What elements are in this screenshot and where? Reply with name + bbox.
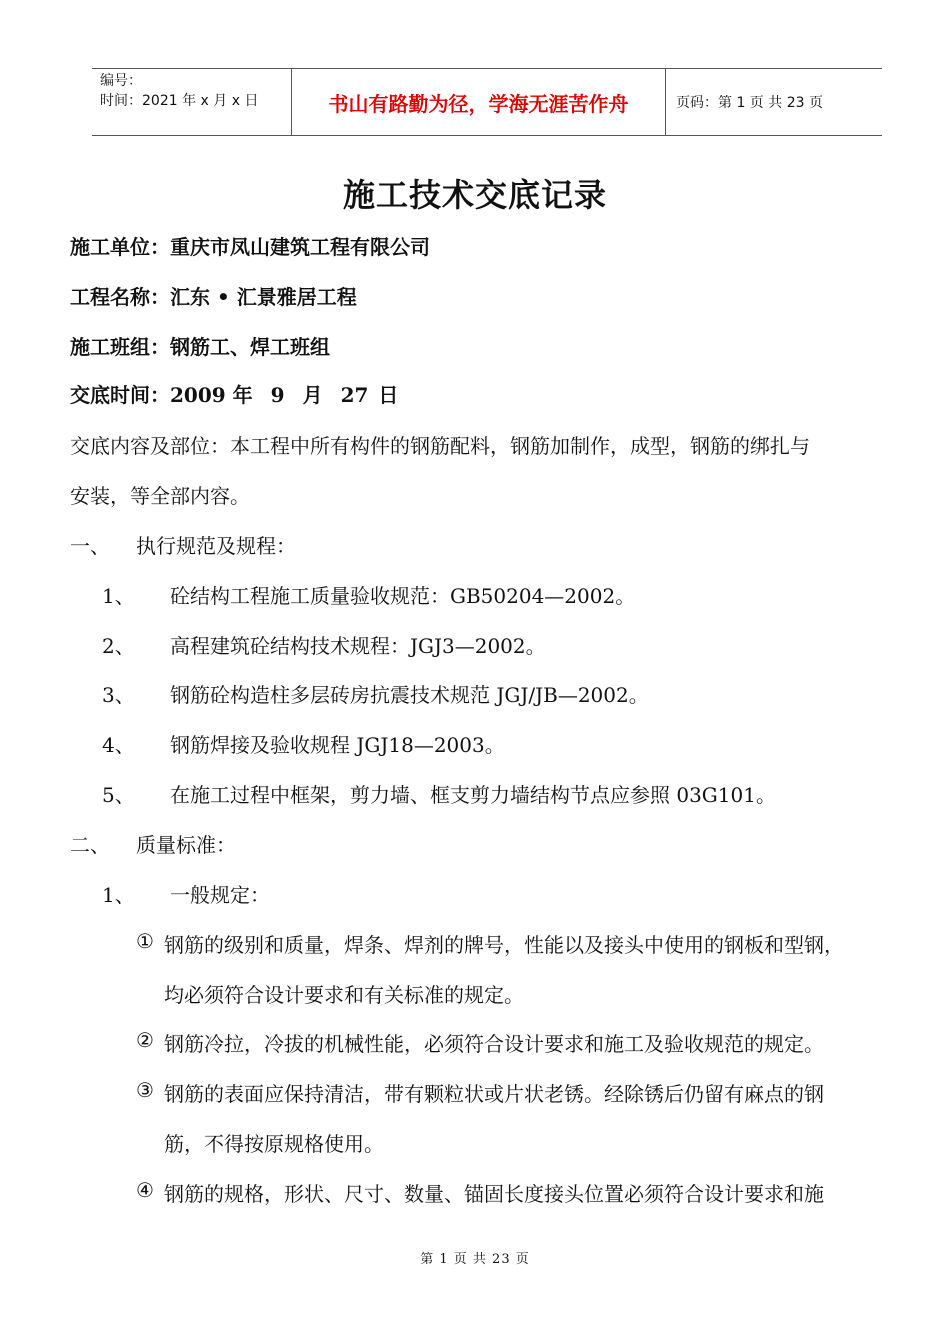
section-1-item-text: 砼结构工程施工质量验收规范：GB50204—2002。 (170, 584, 636, 608)
rule-marker: ③ (136, 1078, 154, 1102)
section-1-item-text: 高程建筑砼结构技术规程：JGJ3—2002。 (170, 634, 546, 658)
section-1-title: 执行规范及规程： (136, 534, 296, 558)
header-page-cell (666, 69, 882, 135)
rule-text: 钢筋的级别和质量，焊条、焊剂的牌号，性能以及接头中使用的钢板和型钢， (164, 933, 844, 957)
section-1-item-number: 2、 (102, 634, 135, 658)
rule-text-continued: 筋，不得按原规格使用。 (164, 1132, 384, 1156)
rule-text-continued: 均必须符合设计要求和有关标准的规定。 (164, 983, 524, 1007)
section-1-item-text: 钢筋焊接及验收规程 JGJ18—2003。 (170, 733, 505, 757)
section-1-item-text: 在施工过程中框架，剪力墙、框支剪力墙结构节点应参照 03G101。 (170, 783, 776, 807)
header-time-label: 时间：2021 年 x 月 x 日 (100, 93, 259, 109)
section-1-item-number: 4、 (102, 733, 135, 757)
date-day: 27 (340, 383, 369, 407)
section-1-item-number: 3、 (102, 683, 135, 707)
construction-team-line: 施工班组：钢筋工、焊工班组 (70, 335, 330, 359)
rule-text: 钢筋的规格，形状、尺寸、数量、锚固长度接头位置必须符合设计要求和施 (164, 1182, 824, 1206)
section-1-item-text: 钢筋砼构造柱多层砖房抗震技术规范 JGJ/JB—2002。 (170, 683, 649, 707)
date-month: 9 (270, 383, 285, 407)
header-meta (92, 69, 292, 135)
page-footer: 第 1 页 共 23 页 (420, 1252, 530, 1267)
project-name-line: 工程名称：汇东 • 汇景雅居工程 (70, 285, 357, 309)
rule-text: 钢筋冷拉，冷拔的机械性能，必须符合设计要求和施工及验收规范的规定。 (164, 1032, 824, 1056)
date-prefix: 交底时间：2009 年 (70, 383, 253, 407)
rule-marker: ① (136, 929, 154, 953)
content-description-line1: 交底内容及部位：本工程中所有构件的钢筋配料，钢筋加制作，成型，钢筋的绑扎与 (70, 434, 810, 458)
rule-text: 钢筋的表面应保持清洁，带有颗粒状或片状老锈。经除锈后仍留有麻点的钢 (164, 1082, 824, 1106)
page-header (92, 68, 882, 136)
header-motto: 书山有路勤为径，学海无涯苦作舟 (328, 91, 629, 116)
content-description-line2: 安装，等全部内容。 (70, 484, 250, 508)
header-page-label: 页码：第 1 页 共 23 页 (676, 95, 823, 111)
section-1-item-number: 5、 (102, 783, 135, 807)
section-2-sub-number: 1、 (102, 883, 135, 907)
section-1-item-number: 1、 (102, 584, 135, 608)
construction-unit-line: 施工单位：重庆市凤山建筑工程有限公司 (70, 235, 430, 259)
date-month-label: 月 (302, 383, 323, 407)
rule-marker: ④ (136, 1178, 154, 1202)
section-2-number: 二、 (70, 833, 110, 857)
header-motto-cell (292, 69, 666, 135)
rule-marker: ② (136, 1028, 154, 1052)
section-1-number: 一、 (70, 534, 110, 558)
header-number-label: 编号： (100, 73, 142, 89)
date-day-label: 日 (378, 383, 399, 407)
handover-date-line (70, 379, 398, 408)
section-2-title: 质量标准： (136, 833, 236, 857)
document-title: 施工技术交底记录 (342, 176, 607, 214)
section-2-sub-title: 一般规定： (170, 883, 270, 907)
